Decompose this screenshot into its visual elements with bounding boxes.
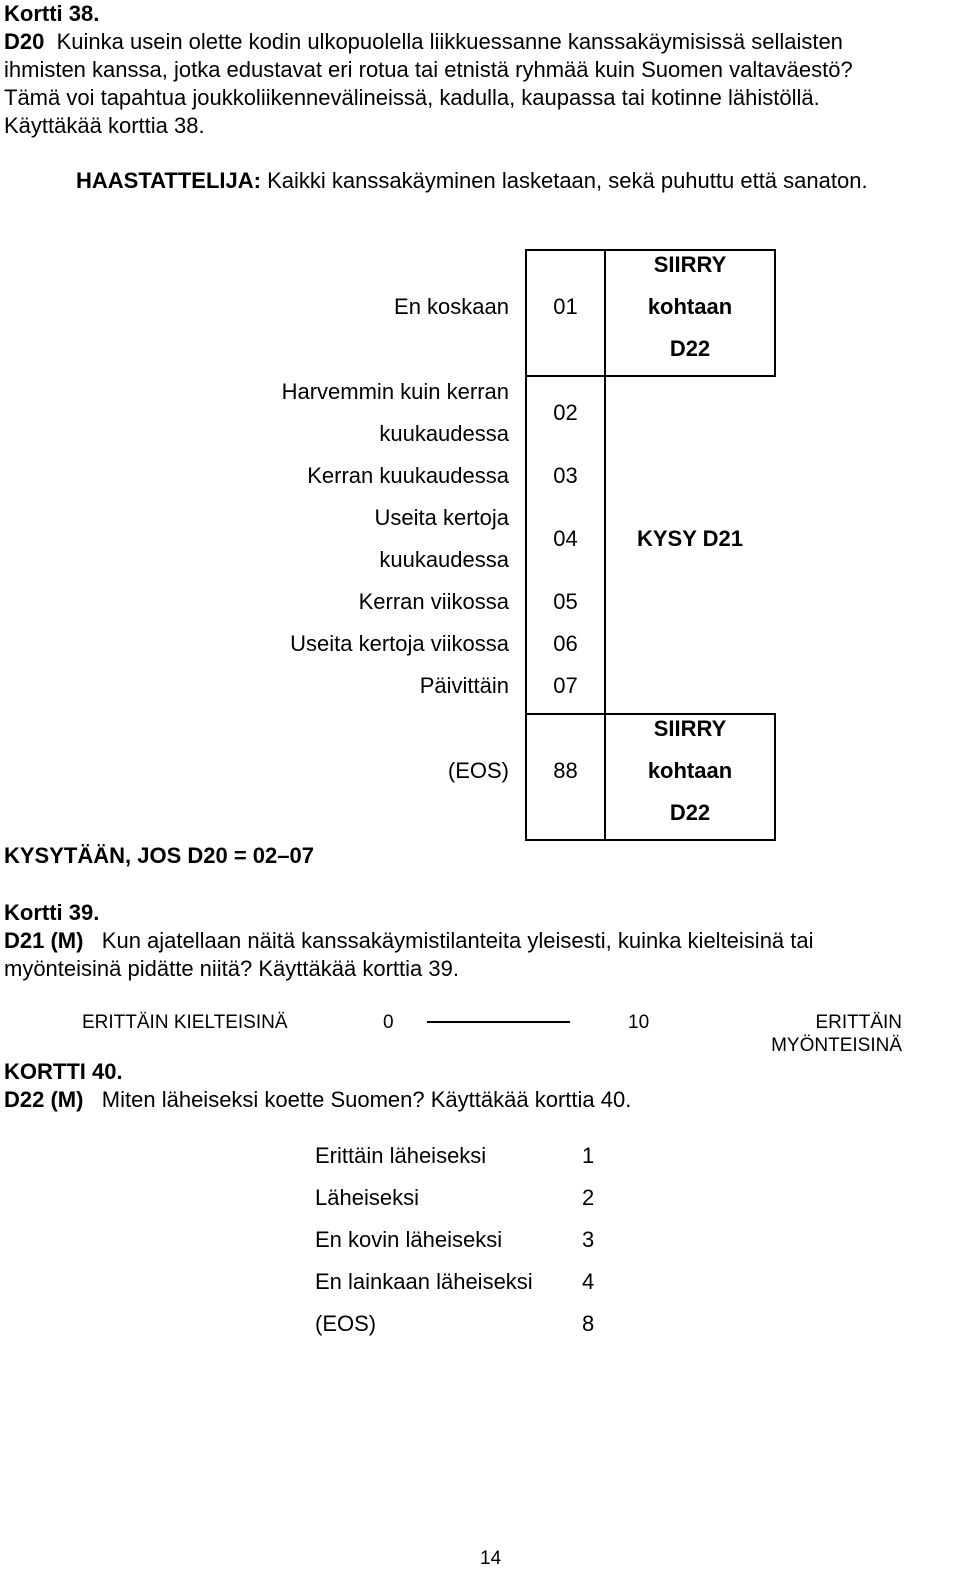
scale-right-label-1: ERITTÄIN <box>815 1012 902 1033</box>
question-d20-line2: ihmisten kanssa, jotka edustavat eri rotua tai etnistä ryhmää kuin Suomen valtaväestö? <box>4 57 853 82</box>
d20-option-code: 03 <box>553 463 578 488</box>
page-number: 14 <box>480 1548 502 1569</box>
d20-option-label: Kerran kuukaudessa <box>307 463 509 488</box>
d22-option-label: Erittäin läheiseksi <box>315 1143 487 1168</box>
question-d22-text: Miten läheiseksi koette Suomen? Käyttäkää korttia 40. <box>101 1087 632 1112</box>
card-38-label: Kortti 38. <box>4 1 100 26</box>
d20-option-code: 06 <box>553 631 578 656</box>
routing-top-line1: SIIRRY <box>653 252 727 277</box>
d22-option-label: Läheiseksi <box>315 1185 419 1210</box>
question-d20-line1 <box>4 31 843 53</box>
scale-right-label-2: MYÖNTEISINÄ <box>771 1035 902 1056</box>
d20-option-code: 02 <box>553 400 578 425</box>
d20-option-label: (EOS) <box>447 758 509 783</box>
question-d21-text1: Kun ajatellaan näitä kanssakäymistilanteita yleisesti, kuinka kielteisinä tai <box>101 928 814 953</box>
question-d21-line2: myönteisinä pidätte niitä? Käyttäkää korttia 39. <box>4 956 459 981</box>
question-code-d22: D22 (M) <box>4 1087 84 1112</box>
d22-option-code: 8 <box>582 1311 595 1336</box>
d20-option-label: Useita kertoja <box>374 505 509 530</box>
question-d22-line <box>4 1089 631 1111</box>
d20-option-code: 07 <box>553 673 578 698</box>
d20-option-code: 05 <box>553 589 578 614</box>
interviewer-label: HAASTATTELIJA: <box>76 168 261 193</box>
routing-top-line2: kohtaan <box>647 294 733 319</box>
d22-option-code: 3 <box>582 1227 595 1252</box>
question-d20-line3: Tämä voi tapahtua joukkoliikennevälineissä, kadulla, kaupassa tai kotinne lähistöllä. <box>4 85 820 110</box>
question-d20-line4: Käyttäkää korttia 38. <box>4 113 205 138</box>
question-code-d21: D21 (M) <box>4 928 84 953</box>
routing-bottom-line1: SIIRRY <box>653 716 727 741</box>
routing-top-line3: D22 <box>669 336 711 361</box>
question-d21-line1 <box>4 930 814 952</box>
routing-bottom-line3: D22 <box>669 800 711 825</box>
d20-option-label: kuukaudessa <box>379 421 509 446</box>
d22-option-code: 1 <box>582 1143 595 1168</box>
scale-line <box>427 1021 570 1023</box>
d20-option-label: Päivittäin <box>419 673 509 698</box>
question-code-d20: D20 <box>4 29 45 54</box>
d20-option-code: 88 <box>553 758 578 783</box>
d20-option-label: Useita kertoja viikossa <box>290 631 509 656</box>
scale-min: 0 <box>383 1012 394 1033</box>
d22-option-code: 4 <box>582 1269 595 1294</box>
d22-option-code: 2 <box>582 1185 595 1210</box>
scale-left-label: ERITTÄIN KIELTEISINÄ <box>82 1012 288 1033</box>
routing-bottom-line2: kohtaan <box>647 758 733 783</box>
d20-option-label: Harvemmin kuin kerran <box>281 379 509 404</box>
filter-condition: KYSYTÄÄN, JOS D20 = 02–07 <box>4 843 314 868</box>
d22-option-label: (EOS) <box>315 1311 377 1336</box>
interviewer-instruction <box>76 170 868 192</box>
card-39-label: Kortti 39. <box>4 900 100 925</box>
d20-option-code: 01 <box>553 294 578 319</box>
d20-option-label: kuukaudessa <box>379 547 509 572</box>
d20-option-code: 04 <box>553 526 578 551</box>
routing-middle: KYSY D21 <box>637 526 743 551</box>
d20-option-label: Kerran viikossa <box>358 589 509 614</box>
d20-option-label: En koskaan <box>394 294 509 319</box>
question-d20-text1: Kuinka usein olette kodin ulkopuolella liikkuessanne kanssakäymisissä sellaisten <box>56 29 843 54</box>
d22-option-label: En kovin läheiseksi <box>315 1227 503 1252</box>
interviewer-text: Kaikki kanssakäyminen lasketaan, sekä puhuttu että sanaton. <box>267 168 868 193</box>
card-40-label: KORTTI 40. <box>4 1059 123 1084</box>
d22-option-label: En lainkaan läheiseksi <box>315 1269 533 1294</box>
scale-max: 10 <box>628 1012 650 1033</box>
